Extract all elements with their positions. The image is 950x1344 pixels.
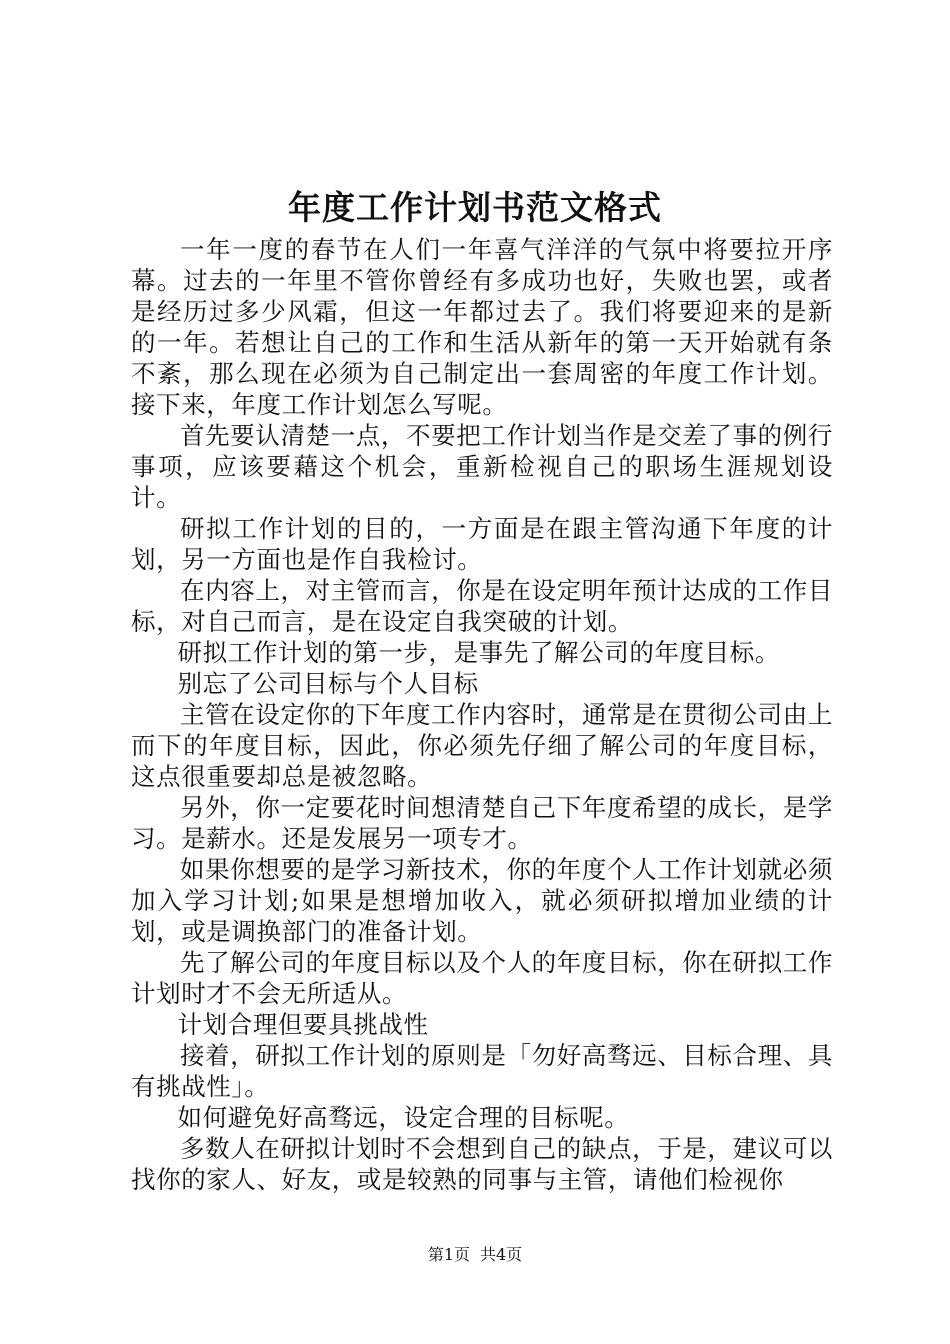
paragraph: 一年一度的春节在人们一年喜气洋洋的气氛中将要拉开序幕。过去的一年里不管你曾经有多成功也好，失败也罢，或者是经历过多少风霜，但这一年都过去了。我们将要迎来的是新的一年。若想让自己的工作和生活从新年的第一天开始就有条不紊，那么现在必须为自己制定出一套周密的年度工作计划。接下来，年度工作计划怎么写呢。: [131, 235, 833, 419]
paragraph: 接着，研拟工作计划的原则是「勿好高骛远、目标合理、具有挑战性」。: [131, 1041, 833, 1101]
paragraph: 在内容上，对主管而言，你是在设定明年预计达成的工作目标，对自己而言，是在设定自我突破的计划。: [131, 576, 833, 636]
paragraph: 研拟工作计划的目的，一方面是在跟主管沟通下年度的计划，另一方面也是作自我检讨。: [131, 514, 833, 574]
page-number: 第1页: [427, 1245, 470, 1264]
section-heading: 计划合理但要具挑战性: [177, 1010, 429, 1039]
paragraph: 如何避免好高骛远，设定合理的目标呢。: [177, 1103, 630, 1132]
total-pages: 共4页: [480, 1245, 523, 1264]
paragraph: 另外，你一定要花时间想清楚自己下年度希望的成长，是学习。是薪水。还是发展另一项专才。: [131, 793, 833, 853]
paragraph: 多数人在研拟计划时不会想到自己的缺点，于是，建议可以找你的家人、好友，或是较熟的同事与主管，请他们检视你: [131, 1134, 833, 1194]
paragraph: 先了解公司的年度目标以及个人的年度目标，你在研拟工作计划时才不会无所适从。: [131, 948, 833, 1008]
document-title: 年度工作计划书范文格式: [288, 188, 662, 227]
page-footer: [0, 1243, 950, 1267]
paragraph: 研拟工作计划的第一步，是事先了解公司的年度目标。: [177, 638, 780, 667]
paragraph: 如果你想要的是学习新技术，你的年度个人工作计划就必须加入学习计划;如果是想增加收入，就必须研拟增加业绩的计划，或是调换部门的准备计划。: [131, 855, 833, 946]
section-heading: 别忘了公司目标与个人目标: [177, 669, 479, 698]
document-body: [131, 234, 833, 1195]
paragraph: 首先要认清楚一点，不要把工作计划当作是交差了事的例行事项，应该要藉这个机会，重新检视自己的职场生涯规划设计。: [131, 421, 833, 512]
paragraph: 主管在设定你的下年度工作内容时，通常是在贯彻公司由上而下的年度目标，因此，你必须先仔细了解公司的年度目标，这点很重要却总是被忽略。: [131, 700, 833, 791]
